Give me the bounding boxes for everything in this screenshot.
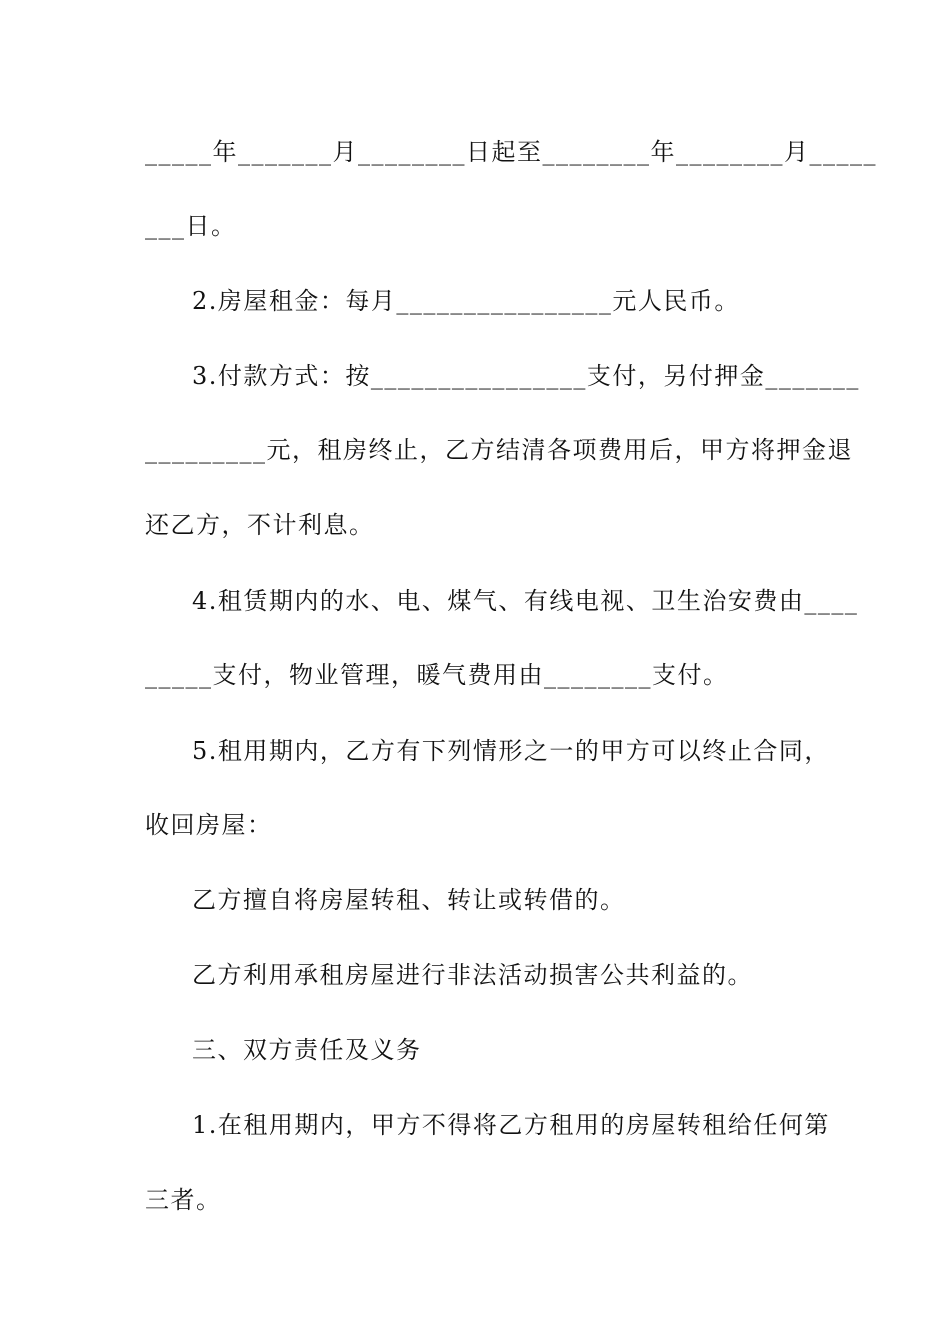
section-3-heading: 三、双方责任及义务	[192, 1036, 422, 1064]
clause-3-payment-end: 还乙方，不计利息。	[145, 511, 375, 539]
clause-2-rent: 2.房屋租金：每月________________元人民币。	[192, 287, 740, 315]
termination-case-illegal: 乙方利用承租房屋进行非法活动损害公共利益的。	[192, 961, 753, 989]
clause-3-payment-cont: _________元，租房终止，乙方结清各项费用后，甲方将押金退	[145, 436, 853, 464]
clause-3-payment: 3.付款方式：按________________支付，另付押金_______	[192, 362, 860, 390]
clause-4-utilities-cont: _____支付，物业管理，暖气费用由________支付。	[145, 661, 729, 689]
clause-5-termination: 5.租用期内，乙方有下列情形之一的甲方可以终止合同，	[192, 737, 830, 765]
term-dates-line-cont: ___日。	[145, 212, 237, 240]
section-3-clause-1-cont: 三者。	[145, 1186, 222, 1214]
section-3-clause-1: 1.在租用期内，甲方不得将乙方租用的房屋转租给任何第	[192, 1111, 830, 1139]
clause-5-termination-cont: 收回房屋：	[145, 811, 273, 839]
term-dates-line: _____年_______月________日起至________年________月_____	[145, 138, 877, 166]
termination-case-sublet: 乙方擅自将房屋转租、转让或转借的。	[192, 886, 626, 914]
clause-4-utilities: 4.租赁期内的水、电、煤气、有线电视、卫生治安费由____	[192, 587, 859, 615]
